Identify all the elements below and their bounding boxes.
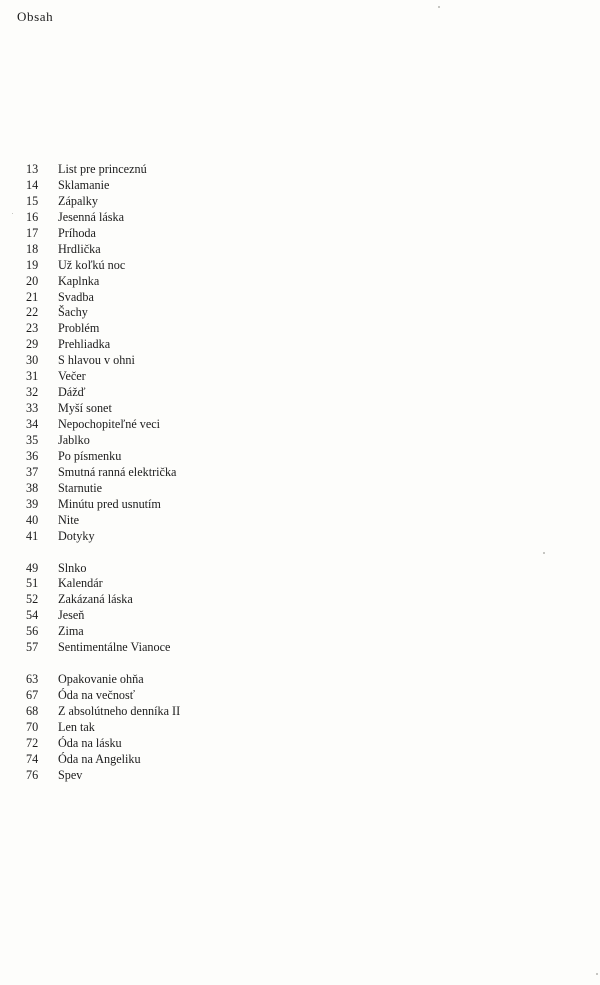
toc-entry xyxy=(26,274,426,290)
toc-entry xyxy=(26,640,426,656)
toc-entry xyxy=(26,465,426,481)
toc-page-number: 38 xyxy=(26,480,39,495)
toc-entry xyxy=(26,337,426,353)
toc-page-number: 52 xyxy=(26,592,39,607)
toc-entry xyxy=(26,226,426,242)
toc-entry xyxy=(26,321,426,337)
toc-page-number: 34 xyxy=(26,417,39,431)
paper-speck xyxy=(438,6,440,8)
toc-page-number: 39 xyxy=(26,496,39,511)
toc-entry-title: Svadba xyxy=(58,289,94,304)
toc-entry xyxy=(26,672,426,688)
toc-page-number: 51 xyxy=(26,576,39,591)
toc-page-number: 20 xyxy=(26,273,39,288)
toc-entry xyxy=(26,688,426,704)
toc-page-number: 21 xyxy=(26,289,39,304)
toc-page-number: 40 xyxy=(26,512,39,527)
toc-entry xyxy=(26,561,426,577)
toc-entry-title: List pre princeznú xyxy=(58,162,147,176)
toc-page-number: 18 xyxy=(26,241,39,256)
toc-entry xyxy=(26,258,426,274)
toc-entry-title: Nepochopiteľné veci xyxy=(58,417,161,431)
toc-page-number: 35 xyxy=(26,432,39,447)
paper-speck xyxy=(12,213,13,214)
toc-page-number: 70 xyxy=(26,719,39,734)
toc-entry-title: Večer xyxy=(58,369,86,384)
toc-page-number: 76 xyxy=(26,767,39,782)
toc-page-number: 30 xyxy=(26,353,39,368)
toc-entry-title: Slnko xyxy=(58,560,87,575)
toc-page-number: 67 xyxy=(26,688,39,703)
toc-entry-title: Opakovanie ohňa xyxy=(58,672,144,687)
toc-page-number: 54 xyxy=(26,608,39,623)
toc-page-number: 37 xyxy=(26,464,39,479)
toc-page-number: 31 xyxy=(26,369,39,384)
toc-entry-title: Nite xyxy=(58,512,79,527)
toc-entry xyxy=(26,768,426,784)
toc-entry xyxy=(26,608,426,624)
toc-entry-title: Zima xyxy=(58,624,84,639)
toc-entry-title: Minútu pred usnutím xyxy=(58,496,161,511)
toc-entry xyxy=(26,290,426,306)
toc-page-number: 33 xyxy=(26,401,39,416)
toc-entry-title: Dážď xyxy=(58,385,86,400)
toc-entry-title: Óda na večnosť xyxy=(58,688,135,703)
toc-group xyxy=(26,561,426,657)
toc-entry xyxy=(26,305,426,321)
toc-entry xyxy=(26,497,426,513)
table-of-contents xyxy=(26,162,426,784)
toc-entry xyxy=(26,194,426,210)
toc-entry-title: Óda na lásku xyxy=(58,735,122,750)
toc-entry xyxy=(26,401,426,417)
toc-page-number: 63 xyxy=(26,672,39,687)
toc-entry-title: Jablko xyxy=(58,432,90,447)
toc-entry-title: Šachy xyxy=(58,305,88,320)
paper-speck xyxy=(596,973,598,975)
toc-entry-title: Z absolútneho denníka II xyxy=(58,704,181,718)
toc-entry xyxy=(26,752,426,768)
toc-page-number: 41 xyxy=(26,528,39,543)
toc-page-number: 14 xyxy=(26,177,39,192)
toc-entry-title: Jeseň xyxy=(58,608,85,623)
toc-entry xyxy=(26,369,426,385)
toc-entry-title: Starnutie xyxy=(58,480,103,495)
toc-entry xyxy=(26,513,426,529)
toc-entry xyxy=(26,210,426,226)
toc-entry xyxy=(26,720,426,736)
toc-entry xyxy=(26,624,426,640)
toc-entry-title: Kalendár xyxy=(58,576,103,591)
toc-entry xyxy=(26,178,426,194)
toc-entry xyxy=(26,592,426,608)
toc-page-number: 15 xyxy=(26,193,39,208)
toc-page-number: 56 xyxy=(26,624,39,639)
toc-entry-title: Problém xyxy=(58,321,100,336)
toc-entry-title: S hlavou v ohni xyxy=(58,353,135,368)
toc-entry-title: Príhoda xyxy=(58,225,96,240)
toc-page-number: 49 xyxy=(26,560,39,575)
toc-entry-title: Sentimentálne Vianoce xyxy=(58,640,171,655)
toc-entry-title: Už koľkú noc xyxy=(58,257,126,272)
toc-page-number: 17 xyxy=(26,225,39,240)
toc-entry xyxy=(26,449,426,465)
toc-entry-title: Sklamanie xyxy=(58,177,110,192)
toc-page-number: 19 xyxy=(26,257,39,272)
toc-page-number: 29 xyxy=(26,337,39,352)
toc-entry-title: Jesenná láska xyxy=(58,209,124,224)
paper-speck xyxy=(543,552,545,554)
toc-entry-title: Zakázaná láska xyxy=(58,592,133,607)
toc-entry xyxy=(26,481,426,497)
toc-entry-title: Hrdlička xyxy=(58,241,101,256)
toc-entry xyxy=(26,433,426,449)
toc-entry-title: Zápalky xyxy=(58,193,98,208)
toc-entry xyxy=(26,576,426,592)
toc-entry-title: Len tak xyxy=(58,719,95,734)
toc-page-number: 72 xyxy=(26,735,39,750)
toc-page-number: 74 xyxy=(26,751,39,766)
toc-entry-title: Kaplnka xyxy=(58,273,100,288)
toc-entry-title: Myší sonet xyxy=(58,401,112,416)
toc-entry-title: Dotyky xyxy=(58,528,95,543)
page-title: Obsah xyxy=(17,9,54,24)
toc-entry-title: Po písmenku xyxy=(58,448,122,463)
toc-page-number: 68 xyxy=(26,704,39,718)
toc-page-number: 57 xyxy=(26,640,39,655)
toc-group xyxy=(26,672,426,784)
toc-page-number: 16 xyxy=(26,209,39,224)
toc-entry-title: Smutná ranná električka xyxy=(58,464,177,479)
toc-entry xyxy=(26,736,426,752)
toc-page-number: 36 xyxy=(26,448,39,463)
toc-entry-title: Spev xyxy=(58,767,83,782)
toc-group xyxy=(26,162,426,545)
toc-page-number: 22 xyxy=(26,305,39,320)
toc-entry xyxy=(26,353,426,369)
toc-page-number: 32 xyxy=(26,385,39,400)
toc-entry-title: Óda na Angeliku xyxy=(58,751,141,766)
toc-page-number: 13 xyxy=(26,162,39,176)
toc-entry xyxy=(26,385,426,401)
toc-entry xyxy=(26,162,426,178)
toc-entry xyxy=(26,529,426,545)
toc-entry xyxy=(26,242,426,258)
toc-entry xyxy=(26,417,426,433)
toc-entry-title: Prehliadka xyxy=(58,337,111,352)
toc-page-number: 23 xyxy=(26,321,39,336)
toc-entry xyxy=(26,704,426,720)
